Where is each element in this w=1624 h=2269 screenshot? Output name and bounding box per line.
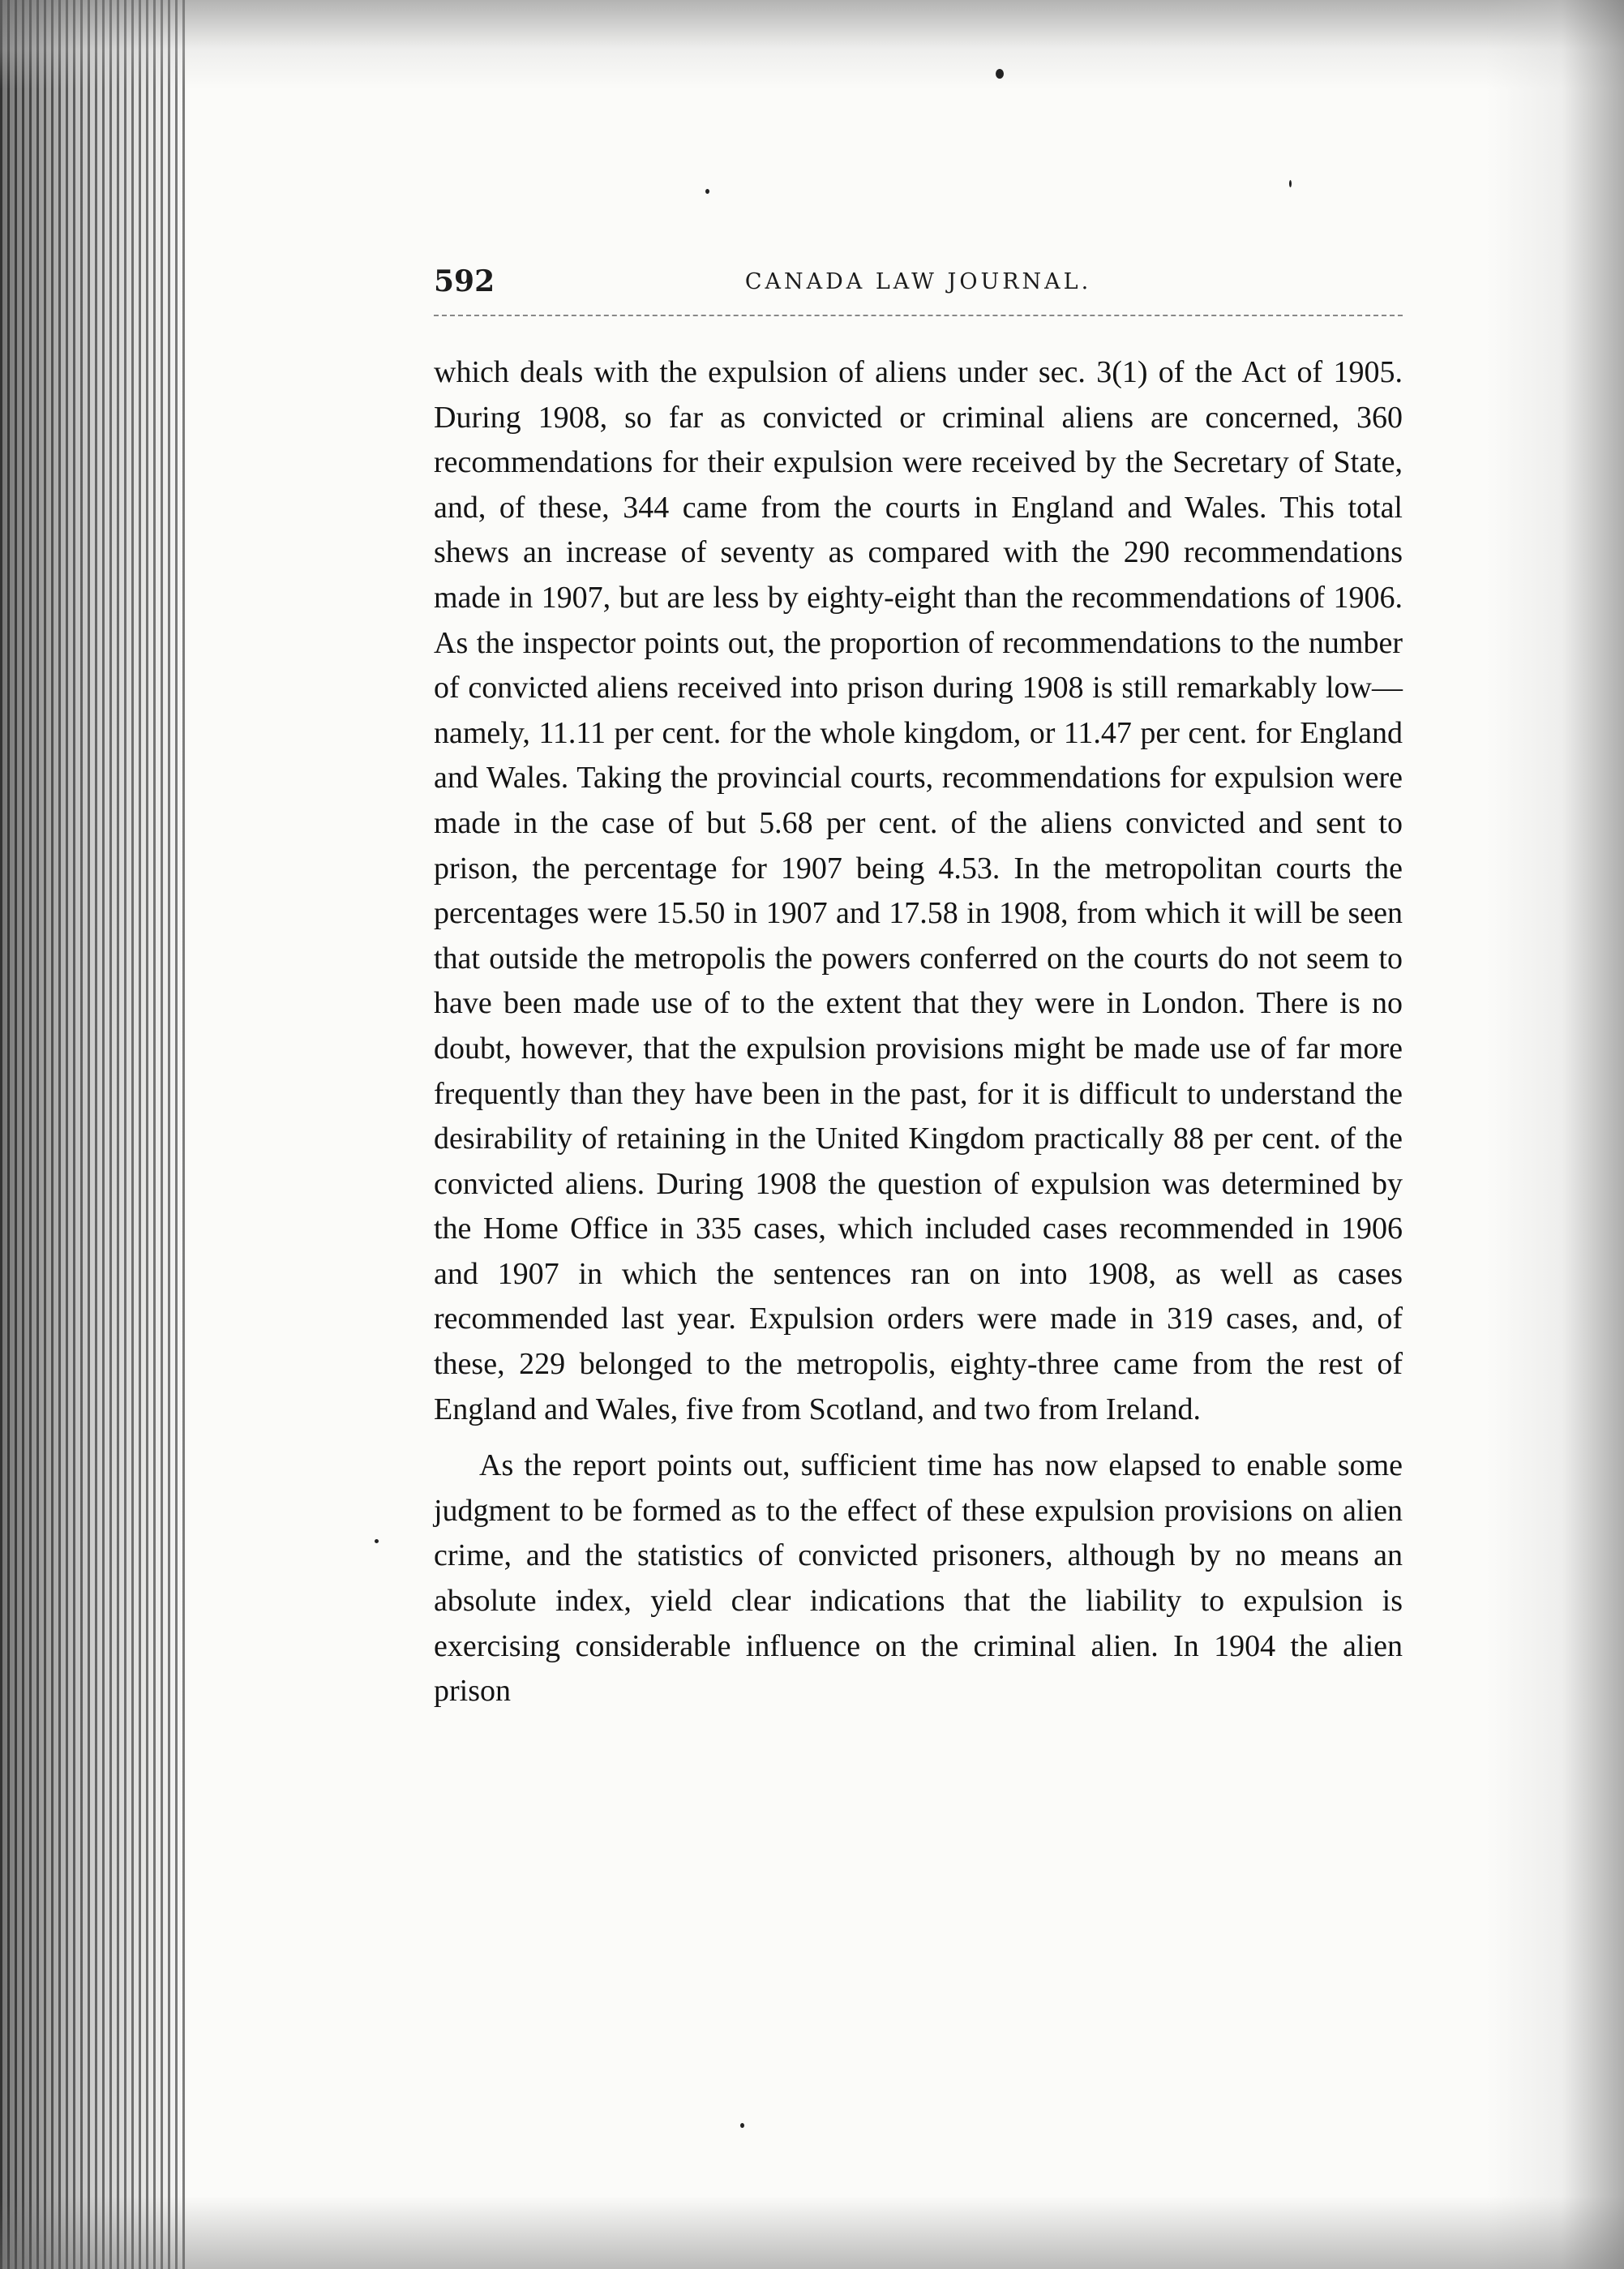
scan-edge-left — [0, 0, 186, 2269]
scan-speck — [740, 2123, 744, 2128]
scan-edge-right — [1486, 0, 1624, 2269]
scan-edge-bottom — [0, 2196, 1624, 2269]
page-header — [434, 264, 1403, 305]
scan-edge-top — [0, 0, 1624, 89]
scan-speck — [1289, 180, 1292, 187]
scan-speck — [705, 189, 709, 194]
article-body — [434, 350, 1403, 1714]
paragraph: As the report points out, sufficient time has now elapsed to enable some judgment to be formed as to the effect of these expulsion provisions on alien crime, and the statistics of convicted prisoners, although by no means an absolute index, yield clear indications that the liability to expulsion is exercising considerable influence on the criminal alien. In 1904 the alien prison — [434, 1448, 1403, 1709]
paragraph: which deals with the expulsion of aliens under sec. 3(1) of the Act of 1905. During 1908, so far as convicted or criminal aliens are concerned, 360 recommendations for their expulsion were received by the Secretary of State, and, of these, 344 came from the courts in England and Wales. This total shews an increase of seventy as compared with the 290 recommendations made in 1907, but are less by eighty-eight than the recommendations of 1906. As the inspector points out, the proportion of recommendations to the number of convicted aliens received into prison during 1908 is still remarkably low—namely, 11.11 per cent. for the whole kingdom, or 11.47 per cent. for England and Wales. Taking the provincial courts, recommendations for expulsion were made in the case of but 5.68 per cent. of the aliens convicted and sent to prison, the percentage for 1907 being 4.53. In the metropolitan courts the percentages were 15.50 in 1907 and 17.58 in 1908, from which it will be seen that outside the metropolis the powers conferred on the courts do not seem to have been made use of to the extent that they were in London. There is no doubt, however, that the expulsion provisions might be made use of far more frequently than they have been in the past, for it is difficult to understand the desirability of retaining in the United Kingdom practically 88 per cent. of the convicted aliens. During 1908 the question of expulsion was determined by the Home Office in 335 cases, which included cases recommended in 1906 and 1907 in which the sentences ran on into 1908, as well as cases recommended last year. Expulsion orders were made in 319 cases, and, of these, 229 belonged to the metropolis, eighty-three came from the rest of England and Wales, five from Scotland, and two from Ireland. — [434, 355, 1403, 1426]
scan-speck — [996, 69, 1004, 79]
page-number: 592 — [434, 264, 495, 298]
scan-speck — [375, 1539, 379, 1543]
running-title: CANADA LAW JOURNAL. — [744, 269, 1092, 294]
header-rule — [434, 315, 1403, 316]
